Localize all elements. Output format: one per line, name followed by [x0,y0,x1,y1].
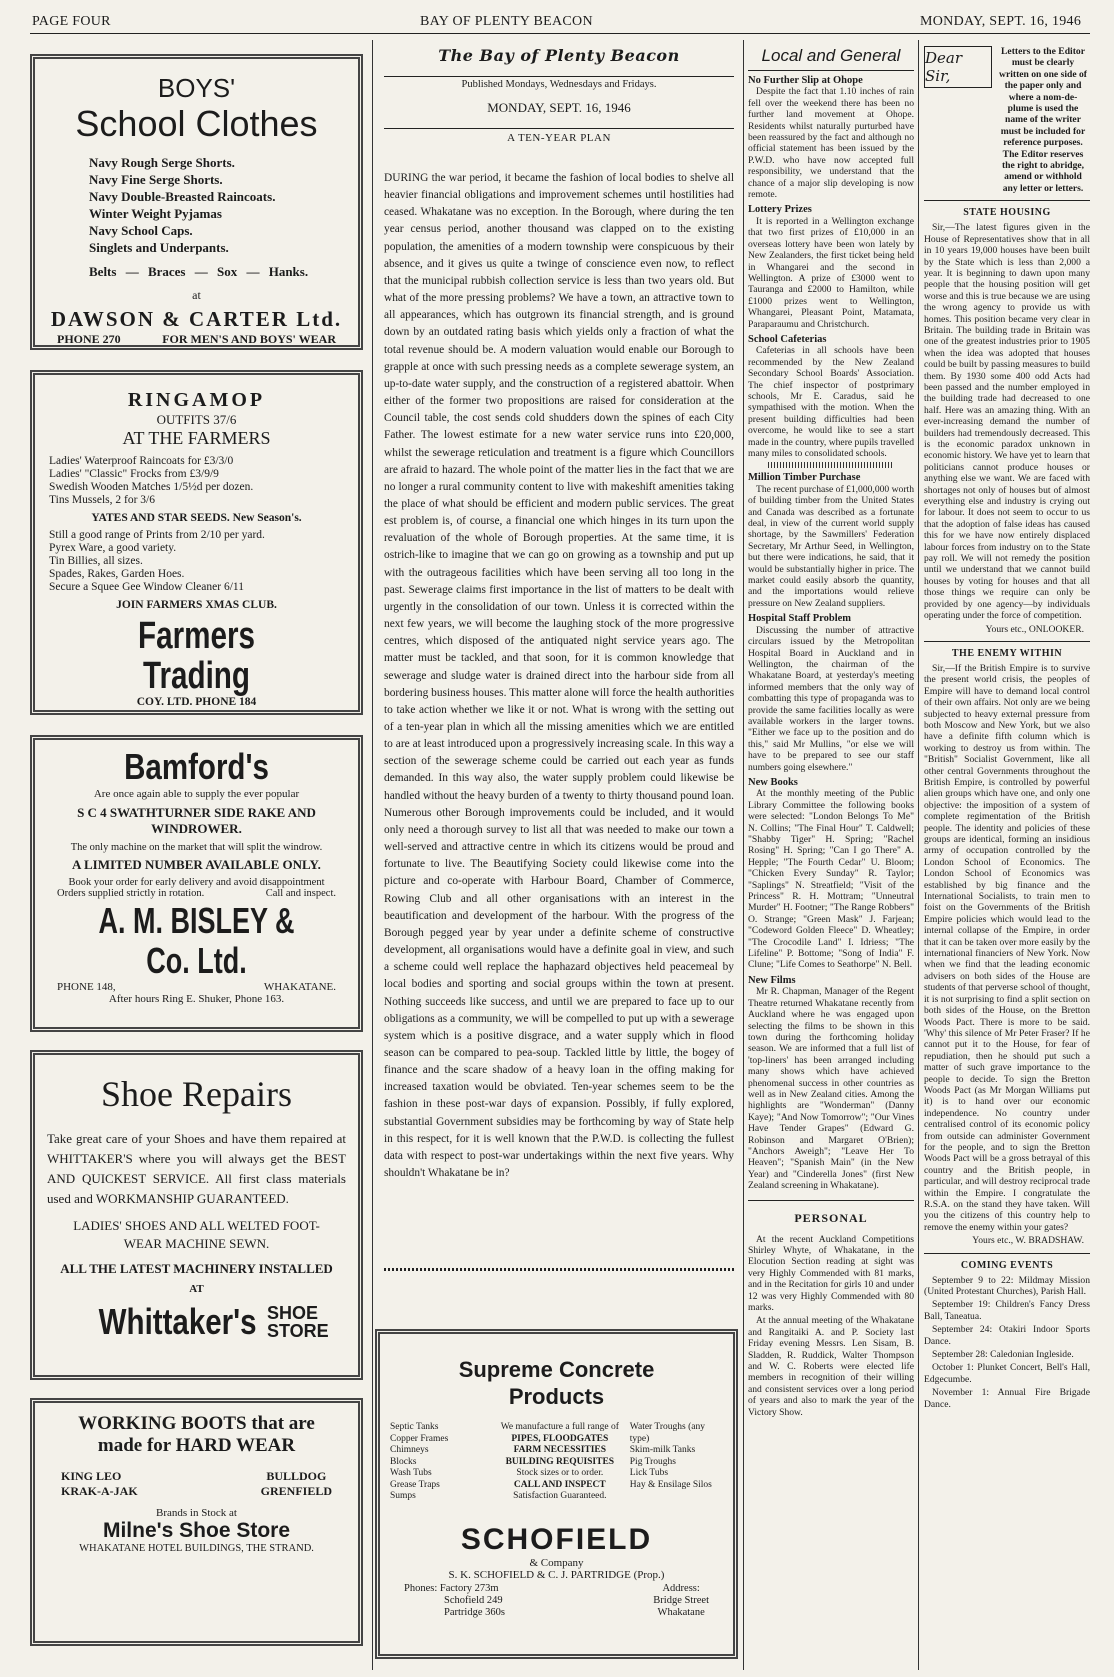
paper-name: BAY OF PLENTY BEACON [420,14,593,29]
ad-bamford-phone: PHONE 148, [57,981,116,993]
local-section-text: At the monthly meeting of the Public Library Committee the following books were selected: "London Belongs To Me" N. Collins; "The Final Hour" T. Caldwell; "Shabby Tiger" H. Spring; "Rachel Rosing" H. Spring; "Can I go There" A. Hepple; "The Fourth Cedar" U. Bloom; "Chicken Every Sunday" R. Taylor; "Saplings" N. Streatfield; "Visit of the Princess" R. H. Mottram; "Unneutral Murder" H. Footner; "The Range Robbers" O. Strange; "Green Mask" J. Farjean; "Codeword Golden Fleece" D. Wheatley; "The Crocodile Land" I. Idriess; "The Lifeline" P. Bottome; "Song of India" F. Clune; "Life Comes to Seathorpe" N. Bell. [748,788,914,971]
ad-shoe-para: Take great care of your Shoes and have them repaired at WHITTAKER'S where you will always get the BEST AND QUICKEST SERVICE. All first class materials used and WORKMANSHIP GUARANTEED. [47,1131,346,1206]
enemy-title: THE ENEMY WITHIN [951,647,1063,659]
phone-line: Schofield 249 [444,1594,503,1606]
ad-shoe-title: Shoe Repairs [101,1074,292,1114]
local-section-text: The recent purchase of £1,000,000 worth of building timber from the United States and Canada was described as a fortunate deal, in view of the current world supply shortage, by the Sawmillers' Federation Secretary, Mr Arthur Seed, in Wellington, but there were indications, he said, that it would be substantially higher in price. The market could easily absorb the quantity, and the importations would relieve pressure on New Zealand suppliers. [748,483,914,609]
ad-boots-right [261,1469,332,1499]
local-general-column [748,46,914,1666]
enemy-signature: Yours etc., W. BRADSHAW. [972,1235,1084,1247]
ad-boots-brands-in-stock: Brands in Stock at [156,1507,237,1519]
ad-bamford-call: Call and inspect. [265,888,336,899]
local-section-text: It is reported in a Wellington exchange that two first prizes of £10,000 in an overseas lottery have been won lately by New Zealanders, the first ticket being held in Whangarei and the second in Wellington. A prize of £3000 went to Tauranga and £2000 to Hamilton, while £1000 prizes went to Wellington, Whangarei, Pleasant Point, Matamata, Paraparaumu and Christchurch. [748,215,914,330]
list-item: Septic Tanks [390,1422,439,1432]
divider [924,641,1090,642]
column-rule [743,40,744,1670]
ad-bamford-only: The only machine on the market that will split the windrow. [70,842,323,853]
list-item: Sumps [390,1491,416,1501]
list-item: Swedish Wooden Matches 1/5½d per dozen. [49,481,254,493]
ad-boots-brands-row [61,1469,332,1499]
list-item: Pig Troughs [629,1456,676,1467]
ad-bamford-product: S C 4 SWATHTURNER SIDE RAKE AND WINDROWER. [77,805,316,836]
phone-line: Partridge 360s [444,1606,505,1618]
ad-farmers-trading [30,370,363,715]
ad-farmers-coy: COY. LTD. PHONE 184 [136,696,257,708]
list-item: PIPES, FLOODGATES [511,1433,609,1444]
list-item: Hay & Ensilage Silos [629,1479,712,1490]
editorial-rule [384,128,734,129]
ad-boys-extras: Belts — Braces — Sox — Hanks. [89,264,309,279]
list-item: Satisfaction Guaranteed. [513,1491,607,1501]
editorial-rule [384,76,734,77]
ad-farmers-title: RINGAMOP [127,389,266,411]
local-section-heading: New Books [748,776,798,788]
local-section-heading: School Cafeterias [748,333,827,345]
list-item: Navy Double-Breasted Raincoats. [89,189,276,204]
ad-concrete-brand: SCHOFIELD [460,1522,653,1556]
local-section [748,75,914,200]
list-item: Navy Rough Serge Shorts. [89,155,235,170]
list-item: Navy Fine Serge Shorts. [89,172,223,187]
ad-bamford-orders: Orders supplied strictly in rotation. [57,888,205,899]
list-item: Copper Frames [390,1433,449,1444]
ad-concrete-left-list [390,1422,490,1503]
personal-item: At the annual meeting of the Whakatane and Rangitaiki A. and P. Society last Friday evening Messrs. Len Sisam, B. Sladden, R. Ruddick, Walter Thompson and W. C. Roberts were elected life members in recognition of their willing and consistent services over a long period of years and also to mark the year of the Victory Show. [748,1315,914,1418]
enemy-letter [924,663,1090,1247]
list-item: Tins Mussels, 2 for 3/6 [49,494,155,506]
ad-bamford-after: After hours Ring E. Shuker, Phone 163. [108,993,285,1005]
coming-events-title: COMING EVENTS [960,1259,1054,1271]
divider [924,200,1090,201]
housing-letter [924,222,1090,635]
ad-boys-phone: PHONE 270 [57,332,121,346]
ad-boots-store: Milne's Shoe Store [102,1519,291,1542]
personal-title: PERSONAL [794,1210,868,1225]
list-item: Ladies' Waterproof Raincoats for £3/3/0 [49,455,234,467]
list-item: FARM NECESSITIES [513,1445,607,1455]
ad-concrete-columns [390,1422,723,1503]
ad-bamford-title: Bamford's [124,746,269,787]
list-item: Spades, Rakes, Garden Hoes. [49,568,185,580]
list-item: Secure a Squee Gee Window Cleaner 6/11 [49,581,244,593]
event-item: September 9 to 22: Mildmay Mission (United Protestant Churches), Parish Hall. [924,1274,1090,1298]
local-general-header: Local and General [748,46,914,71]
column-rule [372,40,373,1670]
ad-boys-footer [39,332,354,347]
ad-farmers-seeds: YATES AND STAR SEEDS. New Season's. [91,512,302,524]
ad-concrete-address [653,1583,709,1619]
local-section-text: Despite the fact that 1.10 inches of rain fell over the weekend there has been no further land movement at Ohope. Residents whilst naturally purturbed have been reassured by the fact and although no official statement has been issued by the P.W.D. who have now accepted full responsibility, we understand that the chance of a major slip developing is now remote. [748,86,914,201]
page-date: MONDAY, SEPT. 16, 1946 [920,14,1082,29]
divider [924,1253,1090,1254]
housing-signature: Yours etc., ONLOOKER. [985,623,1084,635]
list-item: Navy School Caps. [89,223,193,238]
list-item: Tin Billies, all sizes. [49,555,143,567]
list-item: Winter Weight Pyjamas [89,206,222,221]
list-item: Water Troughs (any type) [629,1422,705,1444]
address-line: Address: [662,1582,700,1594]
event-item: September 19: Children's Fancy Dress Ball, Taneatua. [924,1299,1090,1322]
ad-bamford-book: Book your order for early delivery and avoid disappointment [68,877,325,888]
ad-bamford-dealer: A. M. BISLEY & Co. Ltd. [98,900,295,981]
local-section-text: Cafeterias in all schools have been recommended by the New Zealand Secondary School Boards' Association. The chief inspector of postprimary schools, Mr E. Caradus, said he sympathised with the motion. When the present building difficulties had been overcome, he would like to see a start made in the country, where pupils travelled many miles to consolidated schools. [748,345,914,459]
letters-notice: Letters to the Editor must be clearly written on one side of the paper only and where a nom-de-plume is used the name of the writer must be included for reference purposes. The Editor reserves the right to abridge, amend or withhold any letter or letters. [999,46,1087,194]
masthead-rule [30,33,1090,34]
event-item: September 24: Otakiri Indoor Sports Dance. [924,1324,1090,1347]
list-item: Chimneys [390,1445,429,1455]
ad-shoe-store-sub [267,1304,329,1340]
page-number: PAGE FOUR [32,14,111,29]
event-item: November 1: Annual Fire Brigade Dance. [924,1387,1090,1410]
list-item: Skim-milk Tanks [629,1445,696,1455]
ad-shoe-latest: ALL THE LATEST MACHINERY INSTALLED [60,1261,333,1276]
editorial-nameplate: The Bay of Plenty Beacon [438,46,680,65]
list-item: Still a good range of Prints from 2/10 per yard. [49,529,265,541]
local-section [748,472,914,609]
list-item: Lick Tubs [629,1468,669,1478]
ad-shoe-store [47,1301,346,1343]
ad-shoe-ladies: LADIES' SHOES AND ALL WELTED FOOT-WEAR MACHINE SEWN. [73,1218,320,1251]
dear-sir-logo: Dear Sir, [924,46,992,88]
divider [748,1200,914,1201]
ad-shoe-store-sub-1: SHOE [266,1303,318,1323]
ad-boots-brand-king-leo: KING LEO [61,1469,122,1483]
ad-shoe-at: AT [189,1283,204,1295]
list-item: BUILDING REQUISITES [505,1456,615,1467]
ad-shoe-store-sub-2: STORE [266,1321,329,1341]
personal-section [748,1234,914,1419]
event-item: October 1: Plunket Concert, Bell's Hall, Edgecumbe. [924,1362,1090,1385]
column-rule [918,40,919,1670]
ad-farmers-list-2 [49,529,344,594]
ad-bamford-orders-row [47,888,346,899]
ad-boys-school-clothes [30,54,363,350]
housing-text: Sir,—The latest figures given in the House of Representatives show that in all in 10 years 19,000 houses have been built by the State which is less than 2,000 a year. It is beginning to dawn upon many people that the housing position will get worse and this is true because we are using the wrong agency to provide us with homes. This position became very clear in Britain. The building trade in Britain was one of the greatest industries prior to 1905 when the idea was adopted that houses could be built by passing measures to build them. By 1930 some 400 odd Acts had been passed and the number employed in the building trade had decreased to one half. Here was an amazing thing. With an ever-increasing demand the number of builders had tremendously decreased. This is the economic paradox unknown in economic history. We have yet to learn that politicians cannot produce houses or anything else we want. We are faced with shortages not only of houses but of almost everything else and industry is crying out for labour. It does not seem to occur to us that the adoption of false ideas has caused this for we have now entirely displaced labour forces from industry on to the State pay roll. We will not remedy the position until we understand that we cannot build houses by voting for houses and that all those things we require can only be provided by one agency—by individuals operating under the force of competition. [924,222,1090,622]
housing-title: STATE HOUSING [963,207,1051,219]
phone-line: Phones: Factory 273m [404,1582,499,1594]
local-section [748,777,914,971]
editorial-title: A TEN-YEAR PLAN [507,132,611,144]
ad-boys-tagline: FOR MEN'S AND BOYS' WEAR [162,332,336,346]
ad-supreme-concrete [375,1329,738,1659]
ad-bamford-limited: A LIMITED NUMBER AVAILABLE ONLY. [72,857,321,872]
ad-concrete-title: Supreme Concrete Products [458,1357,655,1409]
editorial-end-rule [384,1268,734,1271]
ad-bamfords [30,735,363,1032]
coming-events-list [924,1275,1090,1410]
event-item: September 28: Caledonian Ingleside. [932,1349,1074,1361]
local-section-heading: New Films [748,974,796,986]
ad-farmers-club: JOIN FARMERS XMAS CLUB. [116,599,277,611]
ad-boots-brand-grenfield: GRENFIELD [260,1484,332,1498]
enemy-text: Sir,—If the British Empire is to survive the present world crisis, the peoples of Empire will have to demand local control of their own affairs. Not only are we being subjected to heavy external pressure from both Moscow and New York, but we also have a definite fifth column which is working to destroy us from within. The "British" Socialist Government, like all other central Governments throughout the British Empire, is controlled by powerful alien groups which have one, and only one objective: the imposition of a system of complete regimentation of the British people. The identity and policies of these groups are identical, forming an insidious army of occupation controlled by the London School of Economics. The London School of Economics was established by big finance and the International Socialists, to train men to foist on the Governments of the British Empire policies which would lead to the internal collapse of the Empire, in order that it can be taken over more easily by the international financiers of New York. Now when we find that the leading economic advisers on both sides of the House are students of that perverse school of thought, it is not surprising to find a split section on both sides of the House, on the Bretton Woods Pact. There is more to be said. 'Why' this silence of Mr Peter Fraser? If he cannot put it to the House, for fear of repudiation, then he should put such a matter of such grave importance to the people to decide. To sign the Bretton Woods Pact (as Mr Morgan Williams put it) is to hand over our economic independence. No country under centralised control of its economic policy from outside can administer Government for the people, and to sign the Bretton Woods Pact will be a gross betrayal of this country and the British people, in particular, and will destroy reciprocal trade within the Empire. I congratulate the R.S.A. on the stand they have taken. Will you the citizens of this country help to remove the enemy within your gates? [924,662,1090,1233]
local-section-heading: Lottery Prizes [748,204,812,216]
ad-farmers-list [49,455,344,507]
local-section [748,975,914,1192]
local-section [748,204,914,329]
local-section-text: Mr R. Chapman, Manager of the Regent Theatre returned Whakatane recently from Auckland where he was engaged upon selecting the films to be shown in this town during the forthcoming holiday season. We are informed that a full list of 'top-liners' has been arranged including many shows which have achieved phenomenal success in other countries as well as in New Zealand cities. Among the highlights are "Wonderman" (Danny Kaye); "And Now Tomorrow"; "Our Vines Have Tender Grapes" (Edward G. Robinson and Margaret O'Brien); "Anchors Aweigh"; "Leave Her To Heaven"; "Spanish Main" (in the New Year) and "Cinderella Jones" (first New Zealand screening in Whakatane). [748,986,914,1192]
ad-concrete-company: & Company [529,1556,584,1569]
address-line: Whakatane [657,1606,705,1618]
ad-farmers-outfits: OUTFITS 37/6 [156,412,237,427]
ad-boots-left [61,1469,138,1499]
ad-boots-brand-krak: KRAK-A-JAK [61,1484,138,1498]
editorial-published: Published Mondays, Wednesdays and Fridays. [461,79,657,90]
list-item: Singlets and Underpants. [89,240,229,255]
list-item: Grease Traps [390,1479,440,1490]
local-section-heading: Million Timber Purchase [748,472,861,484]
local-section [748,613,914,773]
local-section [748,334,914,459]
ad-farmers-at: AT THE FARMERS [122,428,271,448]
local-section-text: Discussing the number of attractive circulars issued by the Metropolitan Hospital Board in Auckland and in Wellington, the chairman of the Whakatane Board, at yesterday's meeting informed members that the only way of combatting this type of propaganda was to provide the same facilities locally as were available workers in the larger towns. "Either we face up to the position and do this," said Mr Mullins, "or else we will have to be prepared to see our staff numbers going elsewhere." [748,624,914,773]
ad-boys-store: DAWSON & CARTER Ltd. [50,307,343,331]
letters-header [924,46,1090,194]
ad-bamford-phone-row [47,981,346,993]
personal-item: At the recent Auckland Competitions Shirley Whyte, of Whakatane, in the Elocution Section reading at sight was very Highly Commended with 81 marks, and in the Recitation for girls 10 and under 12 was very Highly Commended with 80 marks. [748,1233,914,1314]
ad-boys-at: at [192,288,201,302]
editorial-date: MONDAY, SEPT. 16, 1946 [487,100,631,115]
letters-column [924,46,1090,1666]
ad-concrete-right-list [630,1422,723,1503]
ad-working-boots [30,1398,363,1646]
ad-boys-item-list [89,154,354,256]
list-item: Blocks [390,1456,417,1467]
ad-shoe-repairs [30,1050,363,1380]
editorial [384,46,734,1276]
ad-boots-brand-bulldog: BULLDOG [266,1469,327,1483]
ad-concrete-contact [404,1583,709,1619]
list-item: Pyrex Ware, a good variety. [49,542,177,554]
ad-boots-address: WHAKATANE HOTEL BUILDINGS, THE STRAND. [79,1543,314,1554]
list-item: We manufacture a full range of [500,1422,619,1432]
ad-farmers-brand: Farmers Trading [138,615,255,697]
ad-boots-title: WORKING BOOTS that are made for HARD WEAR [78,1413,315,1456]
ad-boys-subheading: School Clothes [75,103,318,144]
ad-bamford-town: WHAKATANE. [263,981,336,993]
list-item: Ladies' "Classic" Frocks from £3/9/9 [49,468,219,480]
editorial-text: DURING the war period, it became the fashion of local bodies to shelve all heavier financial obligations and improvement schemes until hostilities had ceased. Whakatane was no exception. In the Borough, where during the ten year census period, another thousand was clapped on to the existing population, the amenities of a modern township were conspicuous by their absence, and it gives us quite a twinge of conscience even now, to reflect that the municipal rubbish collection service is less than two years old. But what of the more pressing problems? We have a town, an attractive town to all appearances, which has outgrown its financial strength, and is ground down by an outdated rating basis which yields only a fraction of what the total revenue should be. A modern valuation would enable our Borough to grapple at once with such pressing needs as a complete sewerage system, an up-to-date water supply, and the construction of a registered abattoir. When either of the former two propositions are raised for consideration at the Council table, the cost sends cold shudders down the spines of each City Father. The lowest estimate for a new water service runs into £20,000, whilst the sewerage reticulation and treatment is a figure which Councillors are afraid to hazard. The whole point of the matter lies in the fact that we are no longer a rural community content to live with makeshift amenities taking the place of what should be efficient and modern public services. The great est problem is, of course, a financial one which hinges in its turn upon the revaluation of the whole of Borough properties. At the same time, it is ostrich-like to imagine that we can go on growing as a township and put up with the outrageous facilities which have been serving all too long in the past. Sewerage claims first importance in the list of matters to be dealt with urgently in the consolidation of our town. Unless it is corrected within the next few years, we will become the laughing stock of the more progressive centres, which disposed of the antiquated night service years ago. The matter must be tackled, and that soon, for it is common knowledge that sewerage and sludge water is drained direct into the harbour side from all bordering business houses. This matter alone will force the health authorities to take action whether we like it or not. What is wrong with the setting out of a ten-year plan in which all the missing amenities which we are entitled to are at least introduced upon a progressively increasing scale. In this way a section of the sewerage scheme could be carried out each year as funds demanded. In this way also, the water supply problem could likewise be handled without the heavy burden of a twenty to thirty thousand pound loan. Numerous other Borough improvements could be included, and it would only need a thorough survey to list all that was needed to make our town a well-served and attractive centre in which its citizens would be proud and fortunate to live. The Beautifying Society could likewise come into the picture and co-operate with Harbour Board, Chamber of Commerce, Rowing Club and all other organisations with an interest in the beautification and development of the harbour. With the progress of the Borough pegged year by year under a definite scheme of constructive development, all organisations would have a definite goal in view, and such a scheme could well replace the haphazard objectives held peacemeal by local bodies and sporting and social groups within the town at present. Nothing succeeds like success, and until we are prepared to face up to our obligations as a community, we will be compelled to put up with a sewerage system which is a positive disgrace, and a water supply which in flood season can be compared to pea-soup. Tackled little by little, the bogey of finance and the scare shadow of a heavy loan in the offing making for increased taxation would be obviated. Ten-year schemes seem to be the fashion in these post-war days of expansion. Possibly, if fully explored, substantial Government subsidies may be forthcoming by way of State help in this respect, for it is well known that the P.W.D. is collecting the fullest data with respect to post-war undertakings within the next five years. Why shouldn't Whakatane be in? [384,172,734,1180]
address-line: Bridge Street [653,1594,709,1606]
list-item: Stock sizes or to order. [516,1468,604,1478]
ad-bamford-lead: Are once again able to supply the ever popular [93,788,300,800]
list-item: CALL AND INSPECT [513,1479,606,1490]
local-section-heading: No Further Slip at Ohope [748,75,863,86]
ad-concrete-mid-list [493,1422,626,1503]
local-section-heading: Hospital Staff Problem [748,613,852,625]
ad-shoe-store-name: Whittaker's [99,1301,257,1342]
ad-concrete-props: S. K. SCHOFIELD & C. J. PARTRIDGE (Prop.) [448,1568,665,1581]
ad-concrete-phones [404,1583,505,1619]
divider [768,462,894,468]
list-item: Wash Tubs [390,1468,432,1478]
ad-boys-heading: BOYS' [157,73,236,103]
